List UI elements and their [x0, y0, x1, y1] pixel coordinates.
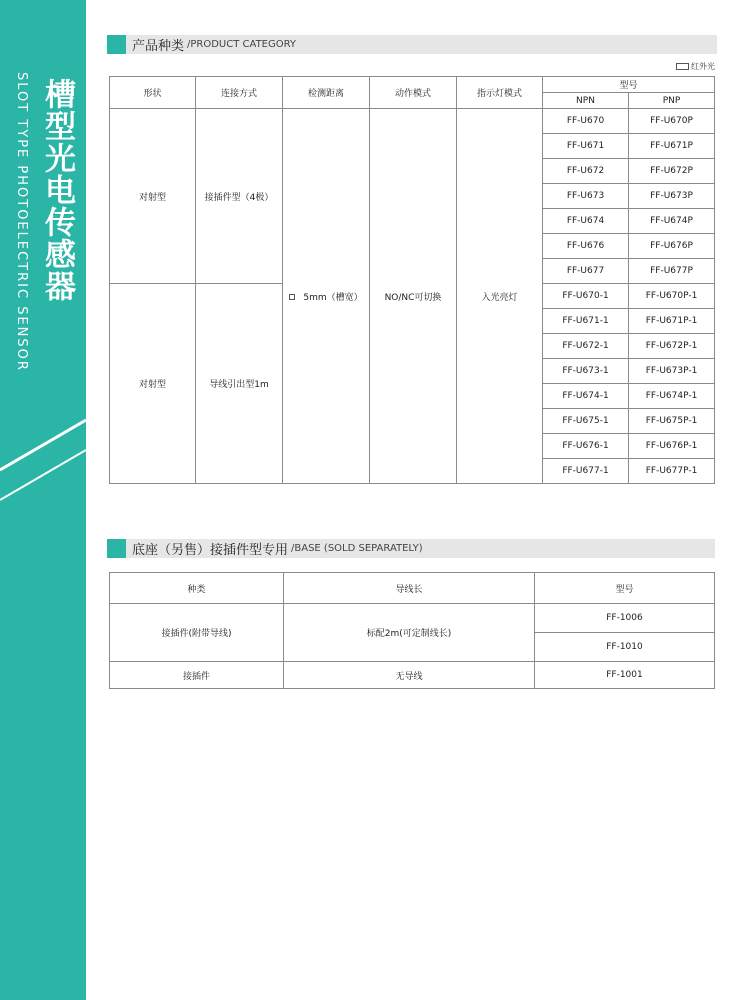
cell-pnp: FF-U674P: [629, 209, 715, 234]
cell-npn: FF-U677-1: [543, 459, 629, 484]
table-row: [110, 662, 715, 689]
header-npn: NPN: [543, 93, 629, 109]
cell-npn: FF-U670-1: [543, 284, 629, 309]
cell-model: FF-1001: [535, 662, 715, 689]
section-title-en: /PRODUCT CATEGORY: [187, 39, 297, 50]
cell-pnp: FF-U677P-1: [629, 459, 715, 484]
cell-shape: 对射型: [110, 284, 196, 484]
cell-pnp: FF-U676P-1: [629, 434, 715, 459]
section-marker-icon: [107, 35, 126, 54]
section-marker-icon: [107, 539, 126, 558]
cell-npn: FF-U676-1: [543, 434, 629, 459]
cell-npn: FF-U676: [543, 234, 629, 259]
cell-connection: 接插件型（4极）: [196, 109, 283, 284]
cell-npn: FF-U675-1: [543, 409, 629, 434]
sidebar-title-en: SLOT TYPE PHOTOELECTRIC SENSOR: [14, 72, 29, 372]
product-table: [109, 76, 715, 484]
cell-npn: FF-U677: [543, 259, 629, 284]
header-model: 型号: [535, 573, 715, 604]
cell-pnp: FF-U673P: [629, 184, 715, 209]
cell-pnp: FF-U672P-1: [629, 334, 715, 359]
sidebar-chevron-line-2: [0, 450, 86, 500]
table-row: [110, 109, 715, 134]
section-header-base: [107, 539, 715, 558]
bullet-icon: [289, 294, 295, 300]
base-table: [109, 572, 715, 689]
cell-shape: 对射型: [110, 109, 196, 284]
cell-pnp: FF-U674P-1: [629, 384, 715, 409]
table-row: [110, 604, 715, 633]
header-shape: 形状: [110, 77, 196, 109]
cell-type: 接插件(附带导线): [110, 604, 284, 662]
header-indicator: 指示灯模式: [457, 77, 543, 109]
section-title-cn: 底座（另售）接插件型专用: [132, 543, 289, 558]
legend: [676, 61, 715, 72]
header-mode: 动作模式: [370, 77, 457, 109]
legend-label: 红外光: [691, 62, 715, 71]
cell-distance: [283, 109, 370, 484]
cell-pnp: FF-U672P: [629, 159, 715, 184]
cell-model: FF-1006: [535, 604, 715, 633]
cell-npn: FF-U672: [543, 159, 629, 184]
section-title-cn: 产品种类: [132, 39, 185, 54]
section-header-product-category: [107, 35, 717, 54]
cell-npn: FF-U673-1: [543, 359, 629, 384]
infrared-light-icon: [676, 63, 689, 70]
header-type: 种类: [110, 573, 284, 604]
header-length: 导线长: [284, 573, 535, 604]
distance-text: 5mm（槽宽）: [303, 292, 363, 303]
cell-npn: FF-U674-1: [543, 384, 629, 409]
header-pnp: PNP: [629, 93, 715, 109]
cell-npn: FF-U672-1: [543, 334, 629, 359]
cell-npn: FF-U671-1: [543, 309, 629, 334]
cell-length: 无导线: [284, 662, 535, 689]
cell-mode: NO/NC可切换: [370, 109, 457, 484]
cell-pnp: FF-U671P-1: [629, 309, 715, 334]
header-distance: 检测距离: [283, 77, 370, 109]
header-connection: 连接方式: [196, 77, 283, 109]
cell-indicator: 入光亮灯: [457, 109, 543, 484]
cell-pnp: FF-U673P-1: [629, 359, 715, 384]
sidebar: [0, 0, 86, 1000]
cell-pnp: FF-U677P: [629, 259, 715, 284]
cell-pnp: FF-U670P: [629, 109, 715, 134]
header-model: 型号: [543, 77, 715, 93]
section-title-en: /BASE (SOLD SEPARATELY): [291, 543, 423, 554]
cell-pnp: FF-U675P-1: [629, 409, 715, 434]
sidebar-chevron-line: [0, 420, 86, 470]
cell-pnp: FF-U670P-1: [629, 284, 715, 309]
cell-npn: FF-U670: [543, 109, 629, 134]
cell-connection: 导线引出型1m: [196, 284, 283, 484]
cell-npn: FF-U671: [543, 134, 629, 159]
cell-type: 接插件: [110, 662, 284, 689]
cell-npn: FF-U674: [543, 209, 629, 234]
sidebar-title-cn: 槽型光电传感器: [39, 78, 75, 302]
cell-npn: FF-U673: [543, 184, 629, 209]
cell-length: 标配2m(可定制线长): [284, 604, 535, 662]
cell-pnp: FF-U676P: [629, 234, 715, 259]
cell-pnp: FF-U671P: [629, 134, 715, 159]
cell-model: FF-1010: [535, 633, 715, 662]
